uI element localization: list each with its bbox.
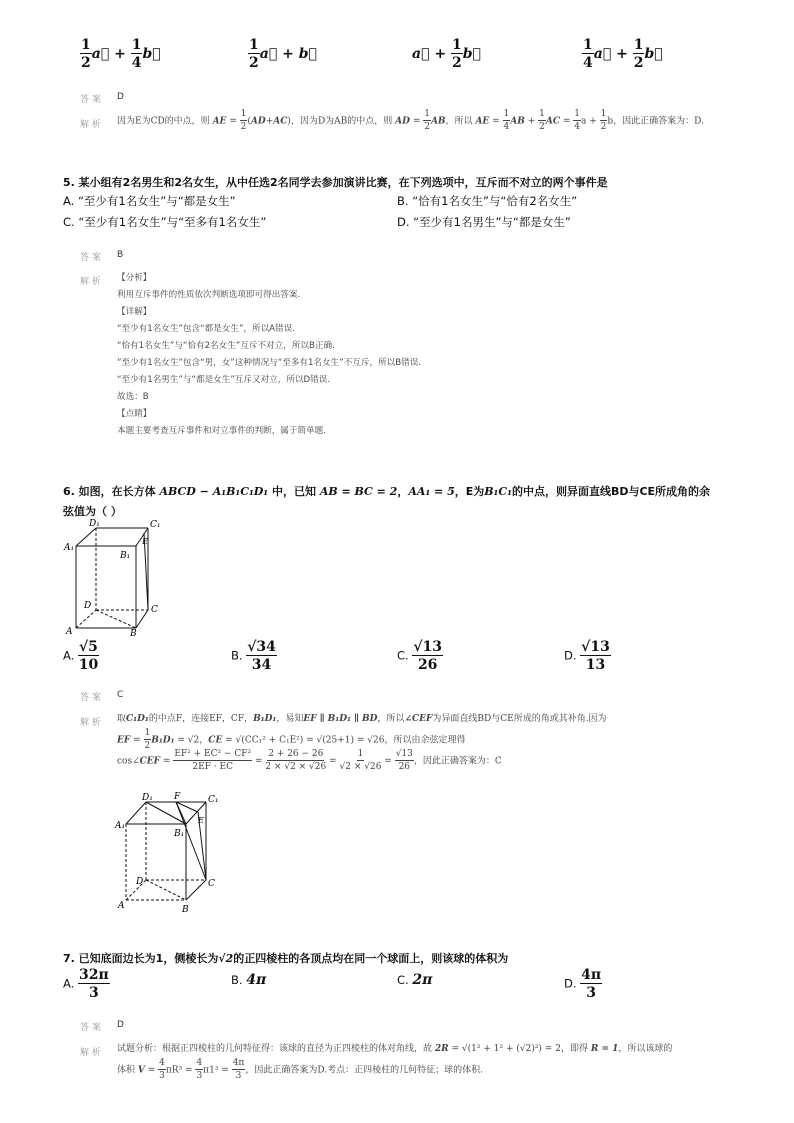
q4-explanation: 因为E为CD的中点，则 AE = $\frac{1}{2}$ (AD+AC)，因为D为AB的中点，则 AD = $\frac{1}{2}$ AB，所以 AE = $\frac{1}{4}$ AB + $\frac{1}{2}$ AC = $\frac{1}{4}$ a + $\frac{1}{2}$ b，因此正确答案为：D. [117, 109, 704, 132]
svg-text:A: A [66, 627, 73, 637]
svg-text:C: C [208, 879, 215, 889]
q7-answer-label: 答 案 [80, 1023, 101, 1033]
svg-text:B: B [182, 905, 189, 915]
q7-question: 7. 已知底面边长为1，侧棱长为√2的正四棱柱的各顶点均在同一个球面上，则该球的体积为 [63, 952, 509, 965]
svg-text:D₁: D₁ [142, 793, 153, 803]
svg-text:C₁: C₁ [150, 520, 161, 530]
svg-text:C₁: C₁ [208, 795, 219, 805]
q4-option-c[interactable]: a⃗ + $\frac{1}{2}$ b⃗ [412, 37, 481, 71]
q5-option-c[interactable]: C. “至少有1名女生”与“至多有1名女生” [63, 215, 267, 229]
q6-answer: C [117, 690, 124, 700]
svg-text:B₁: B₁ [174, 829, 185, 839]
q7-explanation-line2: 体积 V = $\frac{4}{3}$ πR³ = $\frac{4}{3}$ π1³ = $\frac{4\pi}{3}$ ，因此正确答案为D.考点：正四棱柱的几何特征；球的体积. [117, 1058, 483, 1081]
q6-question-line2: 弦值为（ ） [63, 505, 122, 518]
q7-option-c[interactable]: C. 2π [397, 972, 433, 988]
q7-explanation-line1: 试题分析：根据正四棱柱的几何特征得：该球的直径为正四棱柱的体对角线，故 2R = √(1² + 1² + (√2)²) = 2，即得 R = 1，所以该球的 [117, 1044, 673, 1054]
q6-answer-label: 答 案 [80, 693, 101, 703]
svg-text:A₁: A₁ [64, 543, 75, 553]
q7-option-a[interactable]: A. $\frac{32\pi}{3}$ [63, 967, 109, 1001]
q5-answer: B [117, 250, 124, 260]
svg-text:D: D [136, 877, 144, 887]
q5-option-a[interactable]: A. “至少有1名女生”与“都是女生” [63, 194, 236, 208]
q6-option-d[interactable]: D. $\frac{√13}{13}$ [564, 639, 610, 673]
q6-option-a[interactable]: A. $\frac{√5}{10}$ [63, 639, 99, 673]
q7-explain-label: 解 析 [80, 1048, 101, 1058]
q6-option-b[interactable]: B. $\frac{√34}{34}$ [231, 639, 276, 673]
q6-explain-label: 解 析 [80, 718, 101, 728]
q4-option-a[interactable]: $\frac{1}{2}$ a⃗ + $\frac{1}{4}$ b⃗ [81, 37, 161, 71]
q4-answer: D [117, 92, 124, 102]
svg-text:B₁: B₁ [120, 551, 131, 561]
q5-question: 5. 某小组有2名男生和2名女生，从中任选2名同学去参加演讲比赛，在下列选项中，互斥而不对立的两个事件是 [63, 176, 608, 189]
svg-text:A: A [118, 901, 125, 911]
q5-option-d[interactable]: D. “至少有1名男生”与“都是女生” [397, 215, 571, 229]
q6-question: 6. 如图，在长方体 ABCD − A₁B₁C₁D₁ 中，已知 AB = BC = 2，AA₁ = 5，E为B₁C₁的中点，则异面直线BD与CE所成角的余 [63, 485, 711, 498]
q7-option-b[interactable]: B. 4π [231, 972, 267, 988]
q4-explain-label: 解 析 [80, 120, 101, 130]
q4-option-b[interactable]: $\frac{1}{2}$ a⃗ + b⃗ [249, 37, 317, 71]
q6-explanation-line2: EF = $\frac{1}{2}$ B₁D₁ = √2，CE = √(CC₁² + C₁E²) = √(25+1) = √26，所以由余弦定理得 [117, 728, 466, 751]
q5-explanation: 【分析】 利用互斥事件的性质依次判断选项即可得出答案. 【详解】 “至少有1名女生”包含“都是女生”，所以A错误. “恰有1名女生”与“恰有2名女生”互斥不对立，所以B正确. “至少有1名女生”包含“男，女”这种情况与“至多有1名女生”不互斥，所以B错误. “至少有1名男生”与“都是女生”互斥又对立，所以D错误. 故选：B 【点睛】 本题主要考查互斥事件和对立事件的判断，属于简单题. [117, 273, 422, 436]
q6-explanation-line1: 取C₁D₁的中点F，连接EF，CF，B₁D₁，易知EF ∥ B₁D₁ ∥ BD，所以∠CEF为异面直线BD与CE所成的角或其补角.因为 [117, 714, 607, 724]
svg-text:D₁: D₁ [89, 519, 100, 529]
svg-text:E: E [142, 537, 148, 546]
svg-text:C: C [151, 605, 158, 615]
q6-option-c[interactable]: C. $\frac{√13}{26}$ [397, 639, 443, 673]
svg-text:F: F [174, 792, 181, 802]
q5-option-b[interactable]: B. “恰有1名女生”与“恰有2名女生” [397, 194, 578, 208]
q7-option-d[interactable]: D. $\frac{4\pi}{3}$ [564, 967, 602, 1001]
svg-text:B: B [130, 629, 137, 638]
q5-answer-label: 答 案 [80, 253, 101, 263]
q5-explain-label: 解 析 [80, 277, 101, 287]
svg-text:D: D [84, 601, 92, 611]
q7-answer: D [117, 1020, 124, 1030]
q4-answer-label: 答 案 [80, 95, 101, 105]
svg-text:A₁: A₁ [115, 821, 126, 831]
q6-explanation-line3: cos∠CEF = $\frac{\text{EF² + EC² − CF²}}{2EF \cdot EC}$ = $\frac{2 + 26 - 26}{2 \times √2 \times √26}$ = $\frac{1}{√2 \times √26}$ = $\frac{√13}{26}$ ，因此正确答案为：C [117, 749, 502, 772]
q4-option-d[interactable]: $\frac{1}{4}$ a⃗ + $\frac{1}{2}$ b⃗ [583, 37, 663, 71]
q6-figure-cuboid [62, 518, 172, 638]
svg-text:E: E [198, 816, 204, 825]
q6-figure-solution [112, 788, 232, 916]
